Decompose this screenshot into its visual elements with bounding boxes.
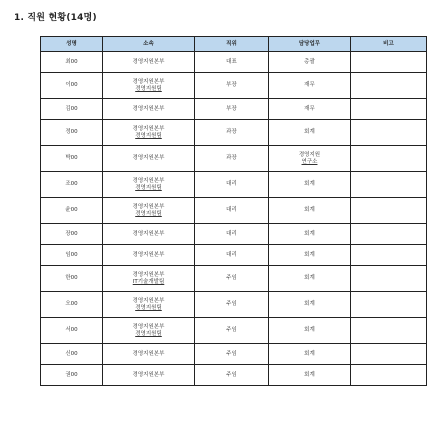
cell-position: 대리 [195, 224, 269, 245]
cell-dept-line: 경영지원팀 [135, 132, 162, 139]
cell-position: 대리 [195, 198, 269, 224]
cell-duty-line: 회계 [304, 230, 315, 237]
cell-dept [103, 224, 195, 245]
cell-dept-line: 경영지원팀 [135, 85, 162, 92]
table-row [41, 146, 427, 172]
cell-dept-line: 경영지원팀 [135, 184, 162, 191]
cell-dept [103, 198, 195, 224]
cell-position: 대표 [195, 52, 269, 73]
header-position: 직위 [195, 37, 269, 52]
cell-duty-line: 회계 [304, 129, 315, 136]
cell-dept-line: 경영지원팀 [135, 330, 162, 337]
cell-dept [103, 245, 195, 266]
table-body [41, 52, 427, 386]
cell-dept-line: 경영지원본부 [132, 178, 165, 184]
cell-dept-line: 경영지원본부 [132, 350, 165, 357]
table-row [41, 172, 427, 198]
cell-position: 주임 [195, 344, 269, 365]
cell-note [351, 120, 427, 146]
table-row [41, 120, 427, 146]
cell-dept [103, 120, 195, 146]
cell-position: 주임 [195, 318, 269, 344]
cell-position: 주임 [195, 266, 269, 292]
cell-duty [269, 266, 351, 292]
cell-position: 주임 [195, 365, 269, 386]
cell-name: 신00 [41, 344, 103, 365]
cell-dept [103, 73, 195, 99]
cell-name: 서00 [41, 318, 103, 344]
staff-table [40, 36, 427, 386]
cell-dept [103, 146, 195, 172]
cell-dept-line: 경영지원본부 [132, 371, 165, 378]
cell-dept-line: 경영지원본부 [132, 251, 165, 258]
cell-note [351, 146, 427, 172]
cell-dept-line: 경영지원본부 [132, 105, 165, 112]
cell-dept-line: 경영지원본부 [132, 79, 165, 85]
cell-duty [269, 73, 351, 99]
header-duty: 담당업무 [269, 37, 351, 52]
table-row [41, 266, 427, 292]
table-row [41, 245, 427, 266]
table-row [41, 365, 427, 386]
cell-dept [103, 99, 195, 120]
cell-duty-line: 회계 [304, 181, 315, 188]
cell-duty-line: 회계 [304, 301, 315, 308]
cell-duty [269, 365, 351, 386]
cell-dept-line: 경영지원본부 [132, 204, 165, 210]
cell-position: 부장 [195, 73, 269, 99]
cell-name: 윤00 [41, 198, 103, 224]
cell-dept-line: IT기술개발팀 [132, 278, 165, 285]
table-row [41, 344, 427, 365]
cell-note [351, 318, 427, 344]
cell-duty [269, 224, 351, 245]
cell-duty-line: 회계 [304, 350, 315, 357]
cell-name: 권00 [41, 365, 103, 386]
cell-name: 박00 [41, 146, 103, 172]
cell-note [351, 245, 427, 266]
cell-name: 오00 [41, 292, 103, 318]
cell-note [351, 73, 427, 99]
cell-note [351, 266, 427, 292]
cell-name: 한00 [41, 266, 103, 292]
header-note: 비고 [351, 37, 427, 52]
cell-dept-line: 경영지원본부 [132, 298, 165, 304]
cell-dept-line: 경영지원본부 [132, 126, 165, 132]
cell-dept-line: 경영지원본부 [132, 155, 165, 162]
cell-dept [103, 266, 195, 292]
cell-note [351, 224, 427, 245]
cell-note [351, 198, 427, 224]
header-dept: 소속 [103, 37, 195, 52]
cell-duty [269, 344, 351, 365]
cell-duty [269, 292, 351, 318]
cell-duty-line: 회계 [304, 327, 315, 334]
cell-name: 이00 [41, 73, 103, 99]
table-row [41, 198, 427, 224]
cell-dept-line: 경영지원팀 [135, 304, 162, 311]
header-name: 성명 [41, 37, 103, 52]
cell-name: 장00 [41, 224, 103, 245]
cell-note [351, 172, 427, 198]
cell-duty [269, 172, 351, 198]
cell-dept-line: 경영지원본부 [132, 272, 165, 278]
cell-duty-line: 재무 [304, 105, 315, 112]
cell-duty [269, 318, 351, 344]
cell-duty-line: 재무 [304, 82, 315, 89]
cell-position: 대리 [195, 245, 269, 266]
cell-dept [103, 318, 195, 344]
cell-position: 주임 [195, 292, 269, 318]
table-row [41, 224, 427, 245]
cell-dept-line: 경영지원본부 [132, 230, 165, 237]
cell-name: 김00 [41, 99, 103, 120]
cell-name: 정00 [41, 120, 103, 146]
table-row [41, 318, 427, 344]
cell-position: 과장 [195, 120, 269, 146]
cell-duty [269, 198, 351, 224]
cell-note [351, 292, 427, 318]
cell-duty-line: 회계 [304, 251, 315, 258]
cell-duty-line: 회계 [304, 371, 315, 378]
cell-dept [103, 172, 195, 198]
cell-dept-line: 경영지원본부 [132, 58, 165, 65]
cell-position: 대리 [195, 172, 269, 198]
table-row [41, 99, 427, 120]
cell-name: 조00 [41, 172, 103, 198]
cell-note [351, 99, 427, 120]
cell-duty [269, 245, 351, 266]
cell-dept-line: 경영지원팀 [135, 210, 162, 217]
cell-dept [103, 344, 195, 365]
cell-position: 과장 [195, 146, 269, 172]
table-row [41, 292, 427, 318]
cell-duty-line: 회계 [304, 207, 315, 214]
cell-dept [103, 365, 195, 386]
cell-position: 부장 [195, 99, 269, 120]
cell-duty-line: 경영지원 [298, 152, 321, 158]
cell-duty [269, 120, 351, 146]
cell-note [351, 344, 427, 365]
table-header-row [41, 37, 427, 52]
cell-duty-line: 총괄 [304, 58, 315, 65]
cell-duty [269, 99, 351, 120]
cell-dept-line: 경영지원본부 [132, 324, 165, 330]
cell-dept [103, 52, 195, 73]
cell-duty-line: 연구소 [301, 158, 318, 165]
cell-dept [103, 292, 195, 318]
cell-duty [269, 52, 351, 73]
table-row [41, 73, 427, 99]
cell-duty [269, 146, 351, 172]
table-row [41, 52, 427, 73]
section-title: 1. 직원 현황(14명) [14, 13, 97, 23]
cell-note [351, 52, 427, 73]
cell-duty-line: 회계 [304, 275, 315, 282]
cell-name: 임00 [41, 245, 103, 266]
cell-note [351, 365, 427, 386]
cell-name: 최00 [41, 52, 103, 73]
